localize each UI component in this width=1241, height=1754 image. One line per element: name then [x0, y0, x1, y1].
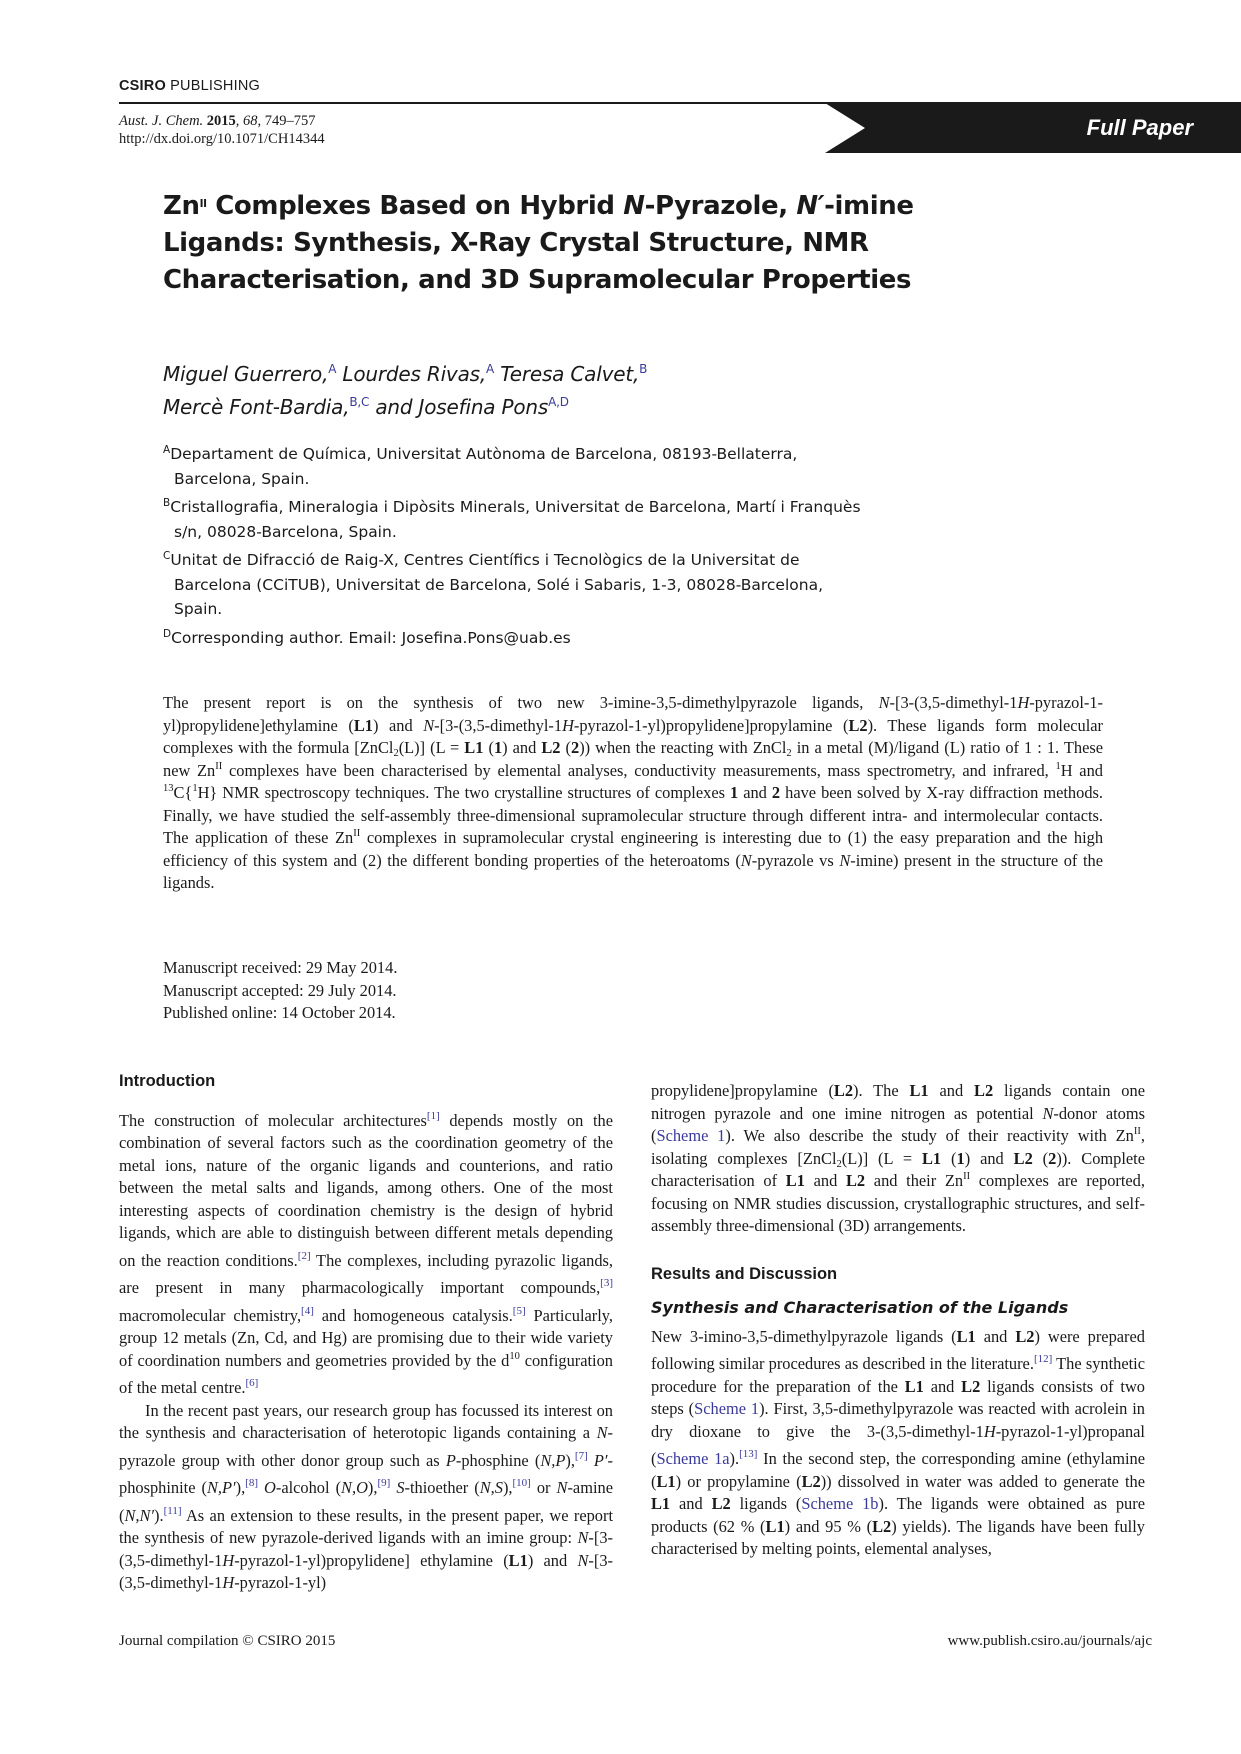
author-name: Teresa Calvet,: [494, 362, 640, 386]
citation-ref[interactable]: [7]: [574, 1449, 588, 1462]
citation-ref[interactable]: [4]: [301, 1304, 314, 1317]
body-paragraph: New 3-imino-3,5-dimethylpyrazole ligands (L1 and L2) were prepared following similar procedures as described in the literature.[12] The synthetic procedure for the preparation of the L1 and L2 ligands consists of two steps (Scheme 1). First, 3,5-dimethylpyrazole was reacted with acrolein in dry dioxane to give the 3-(3,5-dimethyl-1H-pyrazol-1-yl)propanal (Scheme 1a).[13] In the second step, the corresponding amine (ethylamine (L1) or propylamine (L2)) dissolved in water was added to generate the L1 and L2 ligands (Scheme 1b). The ligands were obtained as pure products (62 % (L1) and 95 % (L2) yields). The ligands have been fully characterised by melting points, elemental analyses,: [651, 1326, 1146, 1558]
date-received: Manuscript received: 29 May 2014.: [163, 958, 398, 977]
intro-paragraph: The construction of molecular architectures[1] depends mostly on the combination of several factors such as the coordination geometry of the metal ions, nature of the organic ligands and counterions, and ratio between the metal salts and ligands, among others. One of the most interesting aspects of coordination chemistry is the design of hybrid ligands, which are able to distinguish between different metals depending on the reaction conditions.[2] The complexes, including pyrazolic ligands, are present in many pharmacologically important compounds,[3] macromolecular chemistry,[4] and homogeneous catalysis.[5] Particularly, group 12 metals (Zn, Cd, and Hg) are promising due to their wide variety of coordination numbers and geometries provided by the $d^{10}$ configuration of the metal centre.[6]: [119, 1109, 614, 1397]
footer-url[interactable]: www.publish.csiro.au/journals/ajc: [947, 1633, 1152, 1649]
author-name: Lourdes Rivas,: [336, 362, 487, 386]
abstract: The present report is on the synthesis of two new 3-imine-3,5-dimethylpyrazole ligands, N-[3-(3,5-dimethyl-1H-pyrazol-1-yl)propylidene]ethylamine (L1) and N-[3-(3,5-dimethyl-1H-pyrazol-1-yl)propylidene]propylamine (L2). These ligands form molecular complexes with the formula [ZnCl$_2$(L)] (L = L1 (1) and L2 (2)) when the reacting with ZnCl$_2$ in a metal (M)/ligand (L) ratio of 1 : 1. These new $Zn^{II}$ complexes have been characterised by elemental analyses, conductivity measurements, mass spectrometry, and infrared, $^1$H and $^{13}$C{$^1$H} NMR spectroscopy techniques. The two crystalline structures of complexes 1 and 2 have been solved by X-ray diffraction methods. Finally, we have studied the self-assembly three-dimensional supramolecular structure through different intra- and intermolecular contacts. The application of these $Zn^{II}$ complexes in supramolecular crystal engineering is interesting due to (1) the easy preparation and the high efficiency of this system and (2) the different bonding properties of the heteroatoms (N-pyrazole vs N-imine) present in the structure of the ligands.: [163, 693, 1104, 892]
citation-ref[interactable]: [13]: [739, 1448, 758, 1460]
citation-ref[interactable]: [8]: [245, 1477, 258, 1489]
scheme-link[interactable]: Scheme 1b: [801, 1494, 879, 1513]
citation-ref[interactable]: [11]: [163, 1504, 182, 1517]
affiliation-list: [163, 438, 863, 650]
journal-volume: 68: [243, 113, 258, 129]
citation-ref[interactable]: [1]: [426, 1109, 440, 1122]
body-paragraph: propylidene]propylamine (L2). The L1 and L2 ligands contain one nitrogen pyrazole and one imine nitrogen as potential N-donor atoms (Scheme 1). We also describe the study of their reactivity with $Zn^{II}$, isolating complexes [ZnCl$_2$(L)] (L = L1 (1) and L2 (2)). Complete characterisation of L1 and L2 and their $Zn^{II}$ complexes are reported, focusing on NMR studies discussion, crystallographic structures, and self-assembly three-dimensional (3D) arrangements.: [651, 1081, 1146, 1235]
citation-ref[interactable]: [2]: [297, 1249, 311, 1262]
manuscript-dates: [163, 957, 397, 1025]
section-heading-introduction: Introduction: [119, 1072, 216, 1090]
scheme-link[interactable]: Scheme 1: [656, 1126, 726, 1145]
paper-title: $Zn^{II}$ Complexes Based on Hybrid N-Pyrazole, N′-imine Ligands: Synthesis, X-Ray Crystal Structure, NMR Characterisation, and 3D Supramolecular Properties: [163, 191, 914, 295]
affiliation-mark[interactable]: A: [328, 362, 337, 376]
affiliation-item: $^B$Cristallografia, Mineralogia i Dipòsits Minerals, Universitat de Barcelona, Martí i Franquès s/n, 08028-Barcelona, Spain.: [163, 497, 861, 541]
publisher-name: CSIRO PUBLISHING: [119, 78, 260, 94]
scheme-link[interactable]: Scheme 1: [694, 1399, 760, 1418]
citation-ref[interactable]: [12]: [1033, 1353, 1053, 1365]
affiliation-mark[interactable]: B: [639, 362, 648, 376]
author-name: Miguel Guerrero,: [163, 362, 329, 386]
body-column-right: [651, 1080, 1145, 1561]
scheme-link[interactable]: Scheme 1a: [656, 1449, 730, 1468]
citation-ref[interactable]: [6]: [245, 1377, 259, 1389]
author-name: and Josefina Pons: [369, 395, 549, 419]
affiliation-mark[interactable]: A,D: [548, 395, 569, 409]
doi-link[interactable]: http://dx.doi.org/10.1071/CH14344: [119, 131, 325, 147]
article-type-label: Full Paper: [1086, 115, 1193, 140]
citation-block: Aust. J. Chem. 2015, 68, 749–757 http://dx.doi.org/10.1071/CH14344: [119, 113, 325, 147]
affiliation-item: $^D$Corresponding author. Email: Josefina.Pons@uab.es: [163, 627, 571, 647]
date-accepted: Manuscript accepted: 29 July 2014.: [163, 980, 397, 1000]
journal-abbrev: Aust. J. Chem.: [119, 113, 204, 129]
journal-year: 2015: [206, 113, 236, 129]
citation-ref[interactable]: [9]: [377, 1477, 391, 1489]
article-type-banner: [825, 103, 1241, 153]
subsection-heading: Synthesis and Characterisation of the Ligands: [651, 1298, 1069, 1317]
footer-copyright: Journal compilation © CSIRO 2015: [119, 1633, 336, 1649]
intro-paragraph: In the recent past years, our research group has focussed its interest on the synthesis and characterisation of heterotopic ligands containing a N-pyrazole group with other donor group such as P-phosphine (N,P),[7] P′-phosphinite (N,P′),[8] O-alcohol (N,O),[9] S-thioether (N,S),[10] or N-amine (N,N′).[11] As an extension to these results, in the present paper, we report the synthesis of new pyrazole-derived ligands with an imine group: N-[3-(3,5-dimethyl-1H-pyrazol-1-yl)propylidene] ethylamine (L1) and N-[3-(3,5-dimethyl-1H-pyrazol-1-yl): [119, 1400, 613, 1592]
affiliation-item: $^C$Unitat de Difracció de Raig-X, Centres Científics i Tecnològics de la Universitat de Barcelona (CCiTUB), Universitat de Barcelona, Solé i Sabaris, 1-3, 08028-Barcelona, Spain.: [163, 550, 824, 618]
citation-ref[interactable]: [5]: [512, 1304, 526, 1317]
author-name: Mercè Font-Bardia,: [163, 395, 350, 419]
date-published: Published online: 14 October 2014.: [163, 1003, 396, 1022]
section-heading-results: Results and Discussion: [651, 1264, 838, 1283]
citation-ref[interactable]: [10]: [512, 1477, 531, 1489]
affiliation-mark[interactable]: A: [486, 362, 495, 376]
citation-ref[interactable]: [3]: [600, 1277, 613, 1289]
body-column-left: [119, 1070, 613, 1595]
journal-pages: , 749–757: [257, 113, 316, 129]
affiliation-mark[interactable]: B,C: [349, 395, 370, 409]
affiliation-item: $^A$Departament de Química, Universitat Autònoma de Barcelona, 08193-Bellaterra, Barcelona, Spain.: [163, 444, 798, 488]
author-list: [163, 355, 647, 421]
